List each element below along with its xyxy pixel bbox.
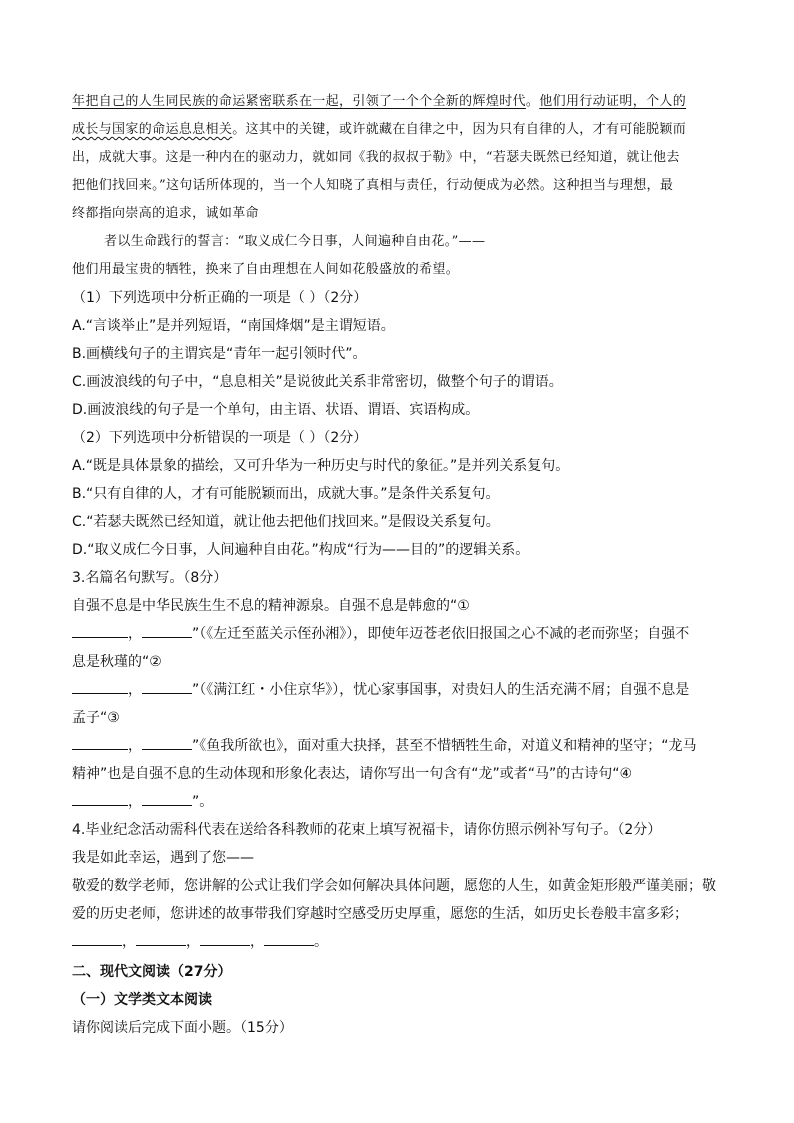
answer-blank-2a[interactable] [72, 679, 128, 694]
passage-line-5: 终都指向崇高的追求，诚如革命 [72, 206, 259, 221]
underlined-sentence: 年把自己的人生同民族的命运紧密联系在一起，引领了一个个全新的辉煌时代 [72, 94, 526, 109]
q3-line-6: ， ”《鱼我所欲也》，面对重大抉择，甚至不惜牺牲生命，对道义和精神的坚守；“龙马 [72, 732, 722, 760]
q4-title: 4.毕业纪念活动需科代表在送给各科教师的花束上填写祝福卡，请你仿照示例补写句子。（2分） [72, 822, 662, 838]
q2-option-d[interactable]: D.“取义成仁今日事，人间遍种自由花。”构成“行为——目的”的逻辑关系。 [72, 542, 530, 558]
q2-stem: （2）下列选项中分析错误的一项是（ ）（2分） [72, 430, 368, 446]
passage-line-6: 者以生命践行的誓言：“取义成仁今日事，人间遍种自由花。”—— [104, 234, 486, 249]
answer-blank-4a[interactable] [72, 791, 128, 806]
q1-option-a[interactable]: A.“言谈举止”是并列短语，“南国烽烟”是主谓短语。 [72, 318, 395, 334]
q2-option-b[interactable]: B.“只有自律的人，才有可能脱颖而出，成就大事。”是条件关系复句。 [72, 486, 500, 502]
q1-option-b[interactable]: B.画横线句子的主谓宾是“青年一起引领时代”。 [72, 346, 367, 362]
answer-blank-5b[interactable] [136, 931, 186, 946]
q4-line-4: ， ， ， 。 [72, 928, 722, 956]
q3-line-5: 孟子“③ [72, 710, 120, 726]
answer-blank-2b[interactable] [142, 679, 192, 694]
q4-line-1: 我是如此幸运，遇到了您—— [72, 850, 254, 866]
passage-line-1: 年把自己的人生同民族的命运紧密联系在一起，引领了一个个全新的辉煌时代。他们用行动证明，个人的 [72, 94, 687, 109]
section-2-subtitle: （一）文学类文本阅读 [72, 992, 212, 1008]
answer-blank-3a[interactable] [72, 735, 128, 750]
q4-line-3: 爱的历史老师，您讲述的故事带我们穿越时空感受历史厚重，愿您的生活，如历史长卷般丰富多彩； [72, 906, 688, 922]
answer-blank-3b[interactable] [142, 735, 192, 750]
q2-option-c[interactable]: C.“若瑟夫既然已经知道，就让他去把他们找回来。”是假设关系复句。 [72, 514, 500, 530]
underlined-sentence-2: 他们用行动证明，个人的 [539, 94, 687, 109]
passage-line-2: 成长与国家的命运息息相关。这其中的关键，或许就藏在自律之中，因为只有自律的人，才有可能脱颖而 [72, 122, 687, 137]
section-2-instruction: 请你阅读后完成下面小题。（15分） [72, 1020, 293, 1036]
q3-line-4: ， ”（《满江红・小住京华》），忧心家事国事，对贵妇人的生活充满不屑；自强不息是 [72, 676, 722, 704]
q2-option-a[interactable]: A.“既是具体景象的描绘，又可升华为一种历史与时代的象征。”是并列关系复句。 [72, 458, 570, 474]
q1-stem: （1）下列选项中分析正确的一项是（ ）（2分） [72, 290, 368, 306]
answer-blank-1a[interactable] [72, 623, 128, 638]
q3-line-7: 精神”也是自强不息的生动体现和形象化表达，请你写出一句含有“龙”或者“马”的古诗句“④ [72, 766, 633, 782]
passage-line-3: 出，成就大事。这是一种内在的驱动力，就如同《我的叔叔于勒》中，“若瑟夫既然已经知道，就让他去 [72, 150, 680, 165]
q3-title: 3.名篇名句默写。（8分） [72, 570, 228, 586]
passage-line-7: 他们用最宝贵的牺牲，换来了自由理想在人间如花般盛放的希望。 [72, 262, 460, 277]
passage-line-4: 把他们找回来。”这句话所体现的，当一个人知晓了真相与责任，行动便成为必然。这种担当与理想，最 [72, 178, 674, 193]
answer-blank-5a[interactable] [72, 931, 122, 946]
q3-line-3: 息是秋瑾的“② [72, 654, 162, 670]
q3-line-2: ， ”（《左迁至蓝关示侄孙湘》），即使年迈苍老依旧报国之心不减的老而弥坚；自强不 [72, 620, 722, 648]
section-2-title: 二、现代文阅读（27分） [72, 964, 232, 980]
q1-option-c[interactable]: C.画波浪线的句子中，“息息相关”是说彼此关系非常密切，做整个句子的谓语。 [72, 374, 563, 390]
answer-blank-5c[interactable] [200, 931, 250, 946]
answer-blank-1b[interactable] [142, 623, 192, 638]
q3-line-1: 自强不息是中华民族生生不息的精神源泉。自强不息是韩愈的“① [72, 598, 470, 614]
q3-line-8: ， ”。 [72, 788, 722, 816]
exam-page [72, 88, 722, 1042]
q4-line-2: 敬爱的数学老师，您讲解的公式让我们学会如何解决具体问题，愿您的人生，如黄金矩形般严谨美丽；敬 [72, 878, 716, 894]
answer-blank-4b[interactable] [142, 791, 192, 806]
wavy-sentence: 成长与国家的命运息息相关 [72, 122, 233, 137]
answer-blank-5d[interactable] [264, 931, 314, 946]
q1-option-d[interactable]: D.画波浪线的句子是一个单句，由主语、状语、谓语、宾语构成。 [72, 402, 480, 418]
